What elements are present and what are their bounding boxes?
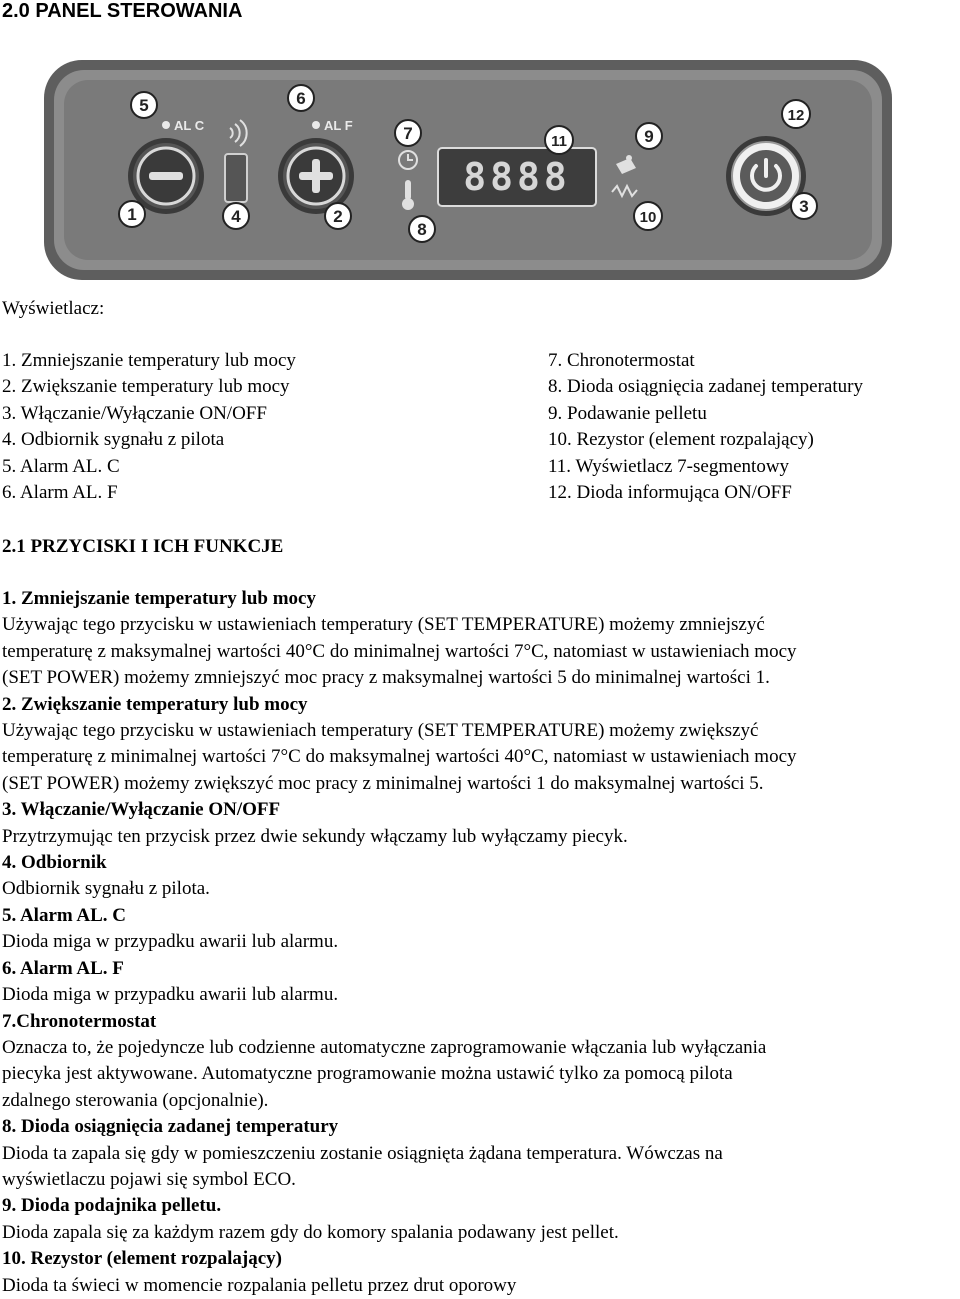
paragraph-line: Odbiornik sygnału z pilota. (2, 878, 210, 900)
callout-7 (395, 120, 421, 146)
svg-text:3: 3 (799, 197, 809, 216)
callout-2 (325, 203, 351, 229)
legend-item: 5. Alarm AL. C (2, 455, 120, 477)
section-heading: 5. Alarm AL. C (2, 904, 127, 926)
legend-item: 6. Alarm AL. F (2, 482, 118, 504)
svg-text:6: 6 (296, 89, 306, 108)
legend-right (548, 348, 863, 506)
alarm-f-led (312, 121, 320, 129)
paragraph-line: zdalnego sterowania (opcjonalnie). (2, 1089, 269, 1111)
callout-9 (636, 123, 662, 149)
paragraph-line: Dioda miga w przypadku awarii lub alarmu. (2, 984, 339, 1006)
legend-item: 11. Wyświetlacz 7-segmentowy (548, 455, 790, 477)
functions-description (2, 586, 960, 1299)
alarm-f-label: AL F (324, 118, 353, 133)
section-heading: 10. Rezystor (element rozpalający) (2, 1248, 282, 1270)
legend-item: 1. Zmniejszanie temperatury lub mocy (2, 350, 296, 371)
callout-10 (634, 202, 662, 230)
legend-item: 10. Rezystor (element rozpalający) (548, 429, 814, 451)
legend-item: 8. Dioda osiągnięcia zadanej temperatury (548, 376, 863, 398)
section-heading: 6. Alarm AL. F (2, 957, 124, 979)
section-heading: 1. Zmniejszanie temperatury lub mocy (2, 588, 316, 609)
display-label: Wyświetlacz: (2, 298, 105, 319)
legend-item: 4. Odbiornik sygnału z pilota (2, 429, 225, 451)
paragraph-line: Przytrzymując ten przycisk przez dwie sekundy włączamy lub wyłączamy piecyk. (2, 825, 628, 847)
svg-text:2: 2 (333, 207, 343, 226)
alarm-c-label: AL C (174, 118, 205, 133)
svg-text:9: 9 (644, 127, 654, 146)
svg-text:8: 8 (417, 220, 427, 239)
page-title: 2.0 PANEL STEROWANIA (2, 0, 243, 22)
section-heading: 9. Dioda podajnika pelletu. (2, 1195, 222, 1217)
svg-text:1: 1 (127, 205, 137, 224)
section-heading: 7.Chronotermostat (2, 1010, 157, 1032)
legend-left (2, 348, 296, 506)
svg-text:4: 4 (231, 207, 241, 226)
paragraph-line: Używając tego przycisku w ustawieniach temperatury (SET TEMPERATURE) możemy zwiększyć (2, 720, 759, 742)
callout-4 (223, 203, 249, 229)
svg-text:12: 12 (787, 107, 805, 124)
display-digits: 8888 (463, 155, 571, 199)
svg-text:11: 11 (551, 133, 567, 150)
svg-text:10: 10 (639, 209, 657, 226)
section-heading: 2. Zwiększanie temperatury lub mocy (2, 693, 308, 715)
alarm-c-led (162, 121, 170, 129)
callout-8 (409, 216, 435, 242)
svg-text:7: 7 (403, 124, 413, 143)
plus-button (278, 138, 354, 214)
callout-11 (545, 126, 573, 154)
section-title: 2.1 PRZYCISKI I ICH FUNKCJE (2, 536, 284, 557)
callout-6 (288, 85, 314, 111)
paragraph-line: Dioda ta zapala się gdy w pomieszczeniu zostanie osiągnięta żądana temperatura. Wówczas na (2, 1142, 723, 1164)
section-heading: 4. Odbiornik (2, 852, 107, 874)
paragraph-line: wyświetlaczu pojawi się symbol ECO. (2, 1168, 296, 1190)
section-heading: 8. Dioda osiągnięcia zadanej temperatury (2, 1116, 339, 1138)
control-panel-diagram (40, 56, 896, 286)
paragraph-line: Oznacza to, że pojedyncze lub codzienne automatyczne zaprogramowanie włączania lub wyłączania (2, 1036, 767, 1058)
callout-1 (119, 201, 145, 227)
callout-12 (782, 100, 810, 128)
legend-item: 7. Chronotermostat (548, 350, 695, 371)
paragraph-line: Używając tego przycisku w ustawieniach temperatury (SET TEMPERATURE) możemy zmniejszyć (2, 614, 765, 636)
svg-text:5: 5 (139, 96, 149, 115)
legend-item: 3. Włączanie/Wyłączanie ON/OFF (2, 402, 267, 424)
legend-item: 9. Podawanie pelletu (548, 402, 707, 424)
paragraph-line: (SET POWER) możemy zwiększyć moc pracy z minimalnej wartości 1 do maksymalnej wartości 5. (2, 772, 764, 794)
paragraph-line: Dioda miga w przypadku awarii lub alarmu. (2, 931, 339, 953)
callout-3 (791, 193, 817, 219)
paragraph-line: Dioda ta świeci w momencie rozpalania pelletu przez drut oporowy (2, 1274, 517, 1296)
callout-5 (131, 92, 157, 118)
paragraph-line: (SET POWER) możemy zmniejszyć moc pracy z maksymalnej wartości 5 do minimalnej wartości 1. (2, 667, 770, 689)
section-heading: 3. Włączanie/Wyłączanie ON/OFF (2, 799, 281, 821)
paragraph-line: piecyka jest aktywowane. Automatyczne programowanie można ustawić tylko za pomocą pilota (2, 1063, 733, 1085)
legend-item: 12. Dioda informująca ON/OFF (548, 482, 792, 504)
paragraph-line: temperaturę z minimalnej wartości 7°C do maksymalnej wartości 40°C, natomiast w ustawieniach mocy (2, 746, 797, 768)
legend-item: 2. Zwiększanie temperatury lub mocy (2, 376, 290, 398)
paragraph-line: Dioda zapala się za każdym razem gdy do komory spalania podawany jest pellet. (2, 1221, 619, 1243)
paragraph-line: temperaturę z maksymalnej wartości 40°C do minimalnej wartości 7°C, natomiast w ustawieniach mocy (2, 640, 797, 662)
